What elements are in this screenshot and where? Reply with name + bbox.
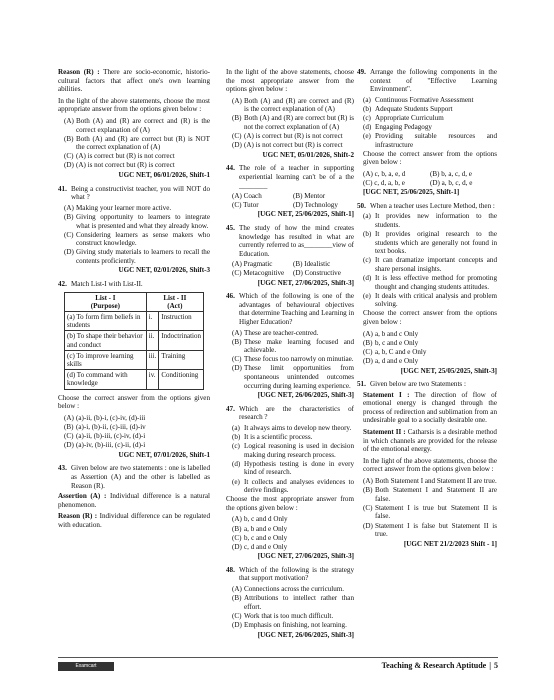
option-b: (b) It provides original research to the students which are generally not found in text books. (363, 230, 497, 256)
assertion-statement: Assertion (A) : Individual difference is a natural phenomenon. (58, 492, 210, 509)
option-a: (A) Both Statement I and Statement II are true. (363, 477, 497, 486)
column-1 (58, 68, 210, 533)
option-pairs: (A) c, b, a, e, d (B) b, a, c, d, e (C) c, d, a, b, e (D) a, b, c, d, e (363, 170, 473, 187)
option-list (58, 117, 210, 170)
option-c: (c) Appropriate Curriculum (363, 113, 444, 122)
option-a: (A) Making your learner more active. (64, 203, 172, 212)
statement-1: Statement I : The direction of flow of emotional energy is changed through the process of redirection and sublimation from an undesirable goal to a socially desirable one. (363, 390, 497, 425)
option-a: (A) (a)-ii, (b)-i, (c)-iv, (d)-iii (64, 413, 146, 422)
option-d: (d) Hypothesis testing is done in every kind of research. (232, 459, 354, 477)
reason-statement: Reason (R) : Individual difference can be regulated with education. (58, 512, 210, 529)
exam-source: [UGC NET, 27/06/2025, Shift-3] (257, 552, 354, 561)
question-choose: Choose the correct answer from the options given below : (58, 393, 210, 411)
option-e: (e) Providing suitable resources and infrastructure (363, 132, 497, 149)
match-table (64, 292, 204, 390)
column-3 (357, 68, 497, 551)
question-50: 50. When a teacher uses Lecture Method, then : (357, 201, 495, 210)
exam-source: [UGC NET 21/2/2023 Shift - 1] (403, 539, 497, 548)
option-d: (D) (A) is not correct but (R) is correct (64, 161, 175, 170)
exam-source: [UGC NET, 25/05/2025, Shift-3] (400, 366, 497, 375)
option-pairs: (A) Coach (B) Mentor (C) Tutor (D) Technology (232, 192, 338, 209)
option-c: (C) (A) is correct but (R) is not correct (64, 152, 175, 161)
option-d: (D) These limit opportunities from spontaneous unintended outcomes occurring during learning experience. (232, 364, 354, 390)
exam-source: UGC NET, 06/01/2026, Shift-1 (118, 171, 210, 180)
question-43: 43. Given below are two statements : one is labelled as Assertion (A) and the other is labelled as Reason (R). (58, 464, 210, 490)
table-row: (a) To form firm beliefs in students i. Instruction (65, 312, 204, 331)
exam-source: [UGC NET, 25/06/2025, Shift-1] (363, 188, 460, 197)
table-row: (b) To shape their behavior and conduct ii. Indoctrination (65, 331, 204, 350)
footer-divider (58, 657, 498, 658)
option-c: (C) These focus too narrowly on minutiae. (232, 355, 354, 364)
option-e: (e) It deals with critical analysis and problem solving. (363, 291, 497, 309)
section-title: Teaching & Research Aptitude (381, 661, 487, 670)
question-47: 47. Which are the characteristics of research ? (226, 404, 354, 422)
question-choose: Choose the most appropriate answer from the options given below : (226, 495, 354, 512)
option-b: (B) Giving opportunity to learners to integrate what is presented and what they already know. (64, 212, 210, 230)
question-choose: Choose the correct answer from the options given below : (363, 309, 497, 327)
option-pairs: (A) Pragmatic (B) Idealistic (C) Metacognitive (D) Constructive (232, 260, 341, 277)
answer-a: (A) b, c and d Only (232, 515, 288, 524)
option-d: (d) Engaging Pedagogy (363, 123, 432, 132)
answer-c: (C) a, b, C and e Only (363, 347, 427, 356)
exam-source: [UGC NET, 26/06/2025, Shift-3] (257, 391, 354, 400)
exam-source: UGC NET, 02/01/2026, Shift-3 (118, 266, 210, 275)
footer-separator: | (489, 661, 491, 670)
question-44: 44. The role of a teacher in supporting experiential learning can't be of a the ________ (226, 164, 354, 190)
exam-source: [UGC NET, 26/06/2025, Shift-3] (257, 630, 354, 639)
question-49: 49. Arrange the following components in the context of "Effective Learning Environment". (357, 68, 497, 94)
option-a: (A) These are teacher-centred. (232, 328, 319, 337)
question-45: 45. The study of how the mind creates knowledge has resulted in what are currently referred to as________view of Education. (226, 224, 354, 258)
list-2-header: List - II (Act) (146, 292, 203, 311)
answer-d: (D) c, d and e Only (232, 542, 288, 551)
option-b: (B) Both (A) and (R) are correct but (R) is NOT the correct explanation of (A) (64, 134, 210, 152)
option-c: (C) Work that is too much difficult. (232, 611, 334, 620)
exam-source: [UGC NET, 25/06/2025, Shift-1] (257, 210, 354, 219)
statement-2: Statement II : Catharsis is a desirable method in which channels are provided for the release of the emotional energy. (363, 428, 497, 454)
option-c: (c) It can dramatize important concepts and share personal insights. (363, 256, 497, 273)
question-choose: Choose the correct answer from the options given below : (363, 149, 497, 167)
page-number: 5 (494, 661, 498, 670)
table-row: (d) To command with knowledge iv. Conditioning (65, 370, 204, 389)
option-d: (D) (a)-iv, (b)-iii, (c)-ii, (d)-i (64, 441, 146, 450)
answer-a: (A) a, b and c Only (363, 329, 419, 338)
reason-statement: Reason (R) : There are socio-economic, historio-cultural factors that affect one's own learning abilities. (58, 68, 210, 94)
answer-c: (C) b, c and e Only (232, 533, 288, 542)
question-intro: In the light of the above statements, choose the most appropriate answer from the options given below : (58, 96, 210, 114)
option-a: (a) It provides new information to the students. (363, 212, 497, 229)
question-intro: In the light of the above statements, choose the correct answer from the options given below : (363, 456, 497, 474)
option-c: (c) Logical reasoning is used in decision making during research process. (232, 442, 354, 459)
option-a: (A) Both (A) and (R) are correct and (R) is the correct explanation of (A) (232, 96, 354, 114)
table-row: (c) To improve learning skills iii. Training (65, 350, 204, 369)
option-b: (b) It is a scientific process. (232, 433, 313, 442)
option-b: (B) Attributions to intellect rather than effort. (232, 594, 354, 611)
exam-source: UGC NET, 07/01/2026, Shift-1 (118, 450, 210, 459)
option-c: (C) Statement I is true but Statement II is false. (363, 503, 497, 521)
option-d: (D) Emphasis on finishing, not learning. (232, 620, 347, 629)
answer-d: (D) a, d and e Only (363, 356, 419, 365)
option-a: (A) Both (A) and (R) are correct and (R) is the correct explanation of (A) (64, 116, 210, 134)
option-b: (B) Both Statement I and Statement II are false. (363, 486, 497, 503)
option-d: (D) Giving study materials to learners to recall the contents proficiently. (64, 248, 210, 265)
option-a: (a) Continuous Formative Assessment (363, 95, 474, 104)
question-42: 42. Match List-I with List-II. (58, 280, 143, 289)
option-c: (C) Considering learners as sense makers who construct knowledge. (64, 230, 210, 248)
option-b: (B) These make learning focused and achievable. (232, 337, 354, 355)
question-48: 48. Which of the following is the strategy that support motivation? (226, 565, 354, 583)
question-intro: In the light of the above statements, choose the most appropriate answer from the options given below : (226, 68, 354, 94)
list-1-header: List - I (Purpose) (65, 292, 147, 311)
option-c: (C) (A) is correct but (R) is not correct (232, 132, 343, 141)
question-51: 51. Given below are two Statements : (357, 380, 466, 389)
exam-source: [UGC NET, 27/06/2025, Shift-3] (257, 278, 354, 287)
answer-b: (B) b, c and e Only (363, 338, 419, 347)
option-a: (a) It always aims to develop new theory. (232, 423, 352, 432)
option-a: (A) Connections across the curriculum. (232, 585, 345, 594)
option-e: (e) It collects and analyses evidences to derive findings. (232, 477, 354, 495)
option-b: (B) Both (A) and (R) are correct but (R) is not the correct explanation of (A) (232, 114, 354, 132)
option-d: (D) (A) is not correct but (R) is correct (232, 141, 343, 150)
option-b: (b) Adequate Students Support (363, 104, 453, 113)
publisher-logo: Examcart (58, 662, 114, 671)
question-46: 46. Which of the following is one of the advantages of behavioural objectives that determine Teaching and Learning in Higher Education? (226, 292, 354, 326)
column-2 (226, 68, 354, 642)
option-d: (d) It is less effective method for promoting thought and changing students attitudes. (363, 274, 497, 291)
option-b: (B) (a)-i, (b)-ii, (c)-iii, (d)-iv (64, 422, 146, 431)
option-c: (C) (a)-ii, (b)-iii, (c)-iv, (d)-i (64, 432, 146, 441)
page-footer (382, 661, 498, 670)
question-41: 41. Being a constructivist teacher, you will NOT do what ? (58, 184, 210, 202)
option-d: (D) Statement I is false but Statement II is true. (363, 521, 497, 539)
answer-b: (B) a, b and e Only (232, 524, 288, 533)
exam-source: UGC NET, 05/01/2026, Shift-2 (262, 150, 354, 159)
